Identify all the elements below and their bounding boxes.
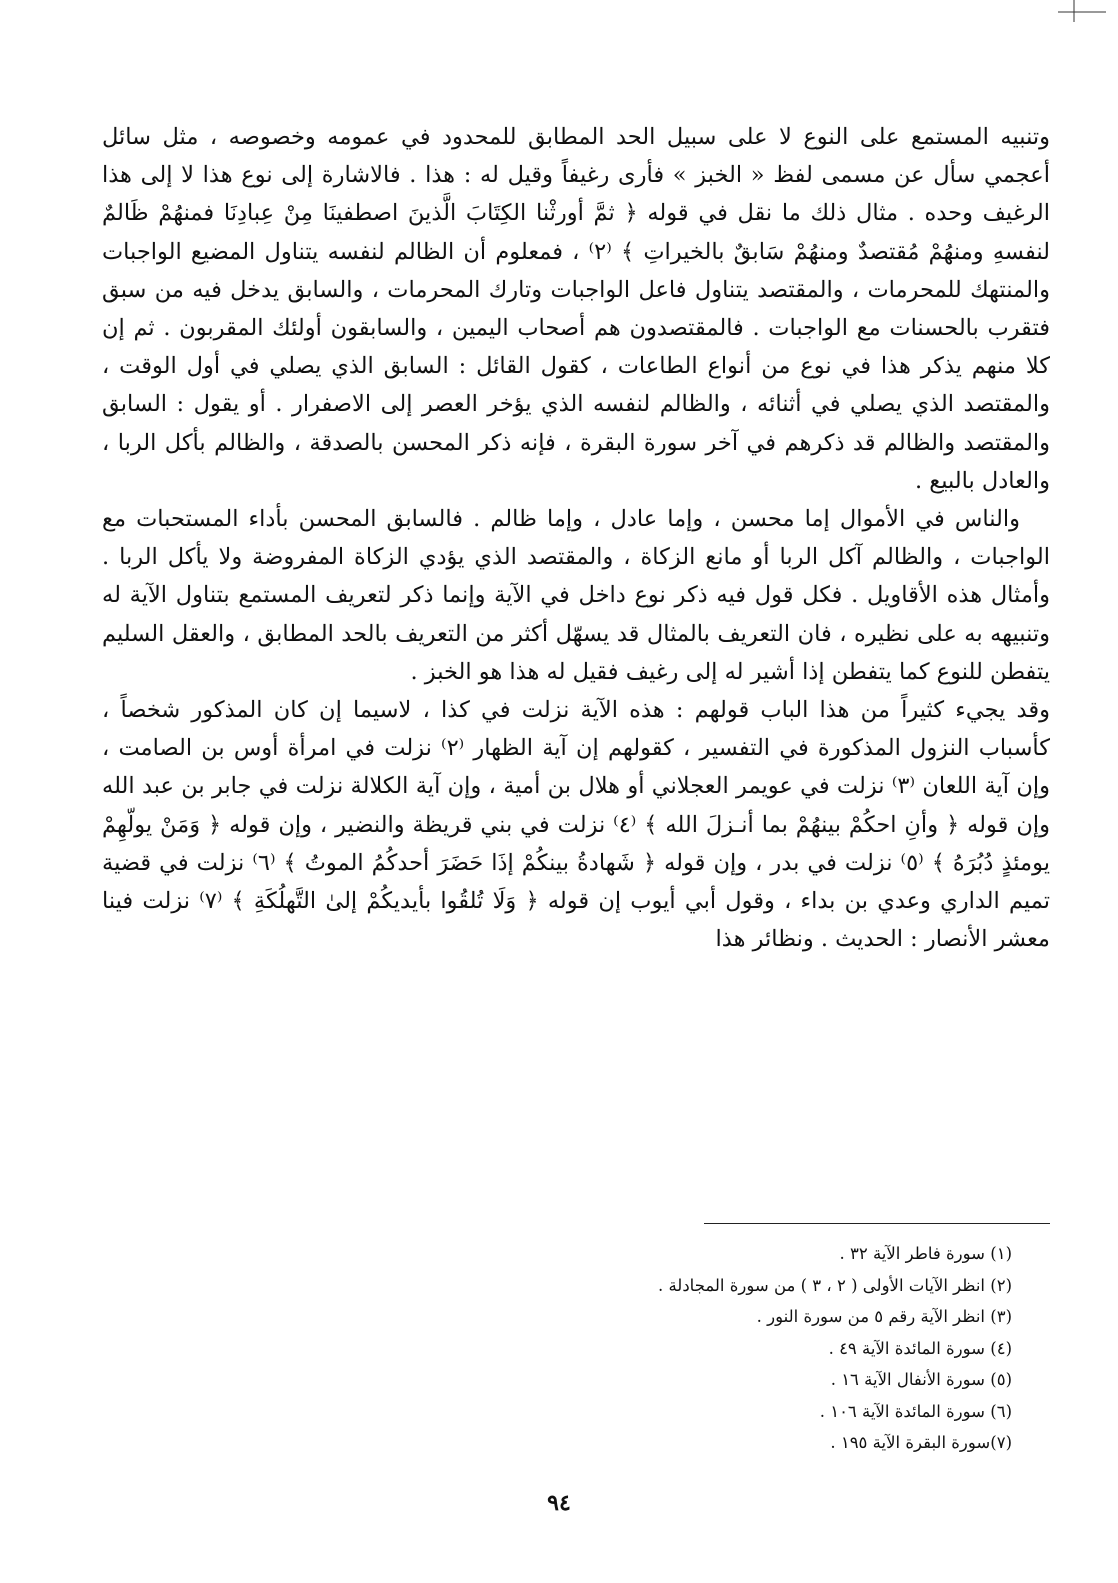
footnote-1: (١) سورة فاطر الآية ٣٢ . (839, 1244, 1012, 1263)
paragraph-3: وقد يجيء كثيراً من هذا الباب قولهم : هذه الآية نزلت في كذا ، لاسيما إن كان المذكور شخصاً ، كأسباب النزول المذكورة في التفسير ، كقولهم إن آية الظهار ⁽٢⁾ نزلت في امرأة أوس بن الصامت ، وإن آية اللعان ⁽٣⁾ نزلت في عويمر العجلاني أو هلال بن أمية ، وإن آية الكلالة نزلت في جابر بن عبد الله وإن قوله ﴿ وأنِ احكُمْ بينهُمْ بما أنـزلَ الله ﴾ ⁽٤⁾ نزلت في بني قريظة والنضير ، وإن قوله ﴿ وَمَنْ يولّهِمْ يومئذٍ دُبُرَهُ ﴾ ⁽٥⁾ نزلت في بدر ، وإن قوله ﴿ شَهادةُ بينكُمْ إذَا حَضَرَ أحدكُمُ الموتُ ﴾ ⁽٦⁾ نزلت في قضية تميم الداري وعدي بن بداء ، وقول أبي أيوب إن قوله ﴿ وَلَا تُلقُوا بأيديكُمْ إلىٰ التَّهلُكَةِ ﴾ ⁽٧⁾ نزلت فينا معشر الأنصار : الحديث . ونظائر هذا (102, 697, 1050, 953)
corner-crop-mark (1048, 0, 1108, 30)
footnote-3: (٣) انظر الآية رقم ٥ من سورة النور . (756, 1307, 1012, 1326)
footnote-divider (704, 1223, 1050, 1224)
footnote-7: (٧)سورة البقرة الآية ١٩٥ . (830, 1433, 1012, 1452)
footnotes-list (312, 1238, 1012, 1459)
main-text (102, 118, 1050, 958)
paragraph-2: والناس في الأموال إما محسن ، وإما عادل ، وإما ظالم . فالسابق المحسن بأداء المستحبات مع الواجبات ، والظالم آكل الربا أو مانع الزكاة ، والمقتصد الذي يؤدي الزكاة المفروضة ولا يأكل الربا . وأمثال هذه الأقاويل . فكل قول فيه ذكر نوع داخل في الآية وإنما ذكر لتعريف المستمع بتناول الآية له وتنبيهه به على نظيره ، فان التعريف بالمثال قد يسهّل أكثر من التعريف بالحد المطابق ، والعقل السليم يتفطن للنوع كما يتفطن إذا أشير له إلى رغيف فقيل له هذا هو الخبز . (102, 506, 1050, 685)
page-number: ٩٤ (547, 1490, 571, 1516)
footnote-2: (٢) انظر الآيات الأولى ( ٢ ، ٣ ) من سورة المجادلة . (657, 1275, 1012, 1295)
footnote-4: (٤) سورة المائدة الآية ٤٩ . (828, 1338, 1012, 1358)
paragraph-1: وتنبيه المستمع على النوع لا على سبيل الحد المطابق للمحدود في عمومه وخصوصه ، مثل سائل أعجمي سأل عن مسمى لفظ « الخبز » فأرى رغيفاً وقيل له : هذا . فالاشارة إلى نوع هذا لا إلى هذا الرغيف وحده . مثال ذلك ما نقل في قوله ﴿ ثمَّ أورثْنا الكِتَابَ الَّذينَ اصطفينَا مِنْ عِبادِنَا فمنهُمْ ظَالمٌ لنفسهِ ومنهُمْ مُقتصدٌ ومنهُمْ سَابقٌ بالخيراتِ ﴾ ⁽٢⁾ ، فمعلوم أن الظالم لنفسه يتناول المضيع الواجبات والمنتهك للمحرمات ، والمقتصد يتناول فاعل الواجبات وتارك المحرمات ، والسابق يدخل فيه من سبق فتقرب بالحسنات مع الواجبات . فالمقتصدون هم أصحاب اليمين ، والسابقون أولئك المقربون . ثم إن كلا منهم يذكر هذا في نوع من أنواع الطاعات ، كقول القائل : السابق الذي يصلي في أول الوقت ، والمقتصد الذي يصلي في أثنائه ، والظالم لنفسه الذي يؤخر العصر إلى الاصفرار . أو يقول : السابق والمقتصد والظالم قد ذكرهم في آخر سورة البقرة ، فإنه ذكر المحسن بالصدقة ، والظالم بأكل الربا ، والعادل بالبيع . (102, 124, 1050, 494)
footnote-5: (٥) سورة الأنفال الآية ١٦ . (830, 1370, 1012, 1389)
footnote-6: (٦) سورة المائدة الآية ١٠٦ . (819, 1401, 1012, 1421)
